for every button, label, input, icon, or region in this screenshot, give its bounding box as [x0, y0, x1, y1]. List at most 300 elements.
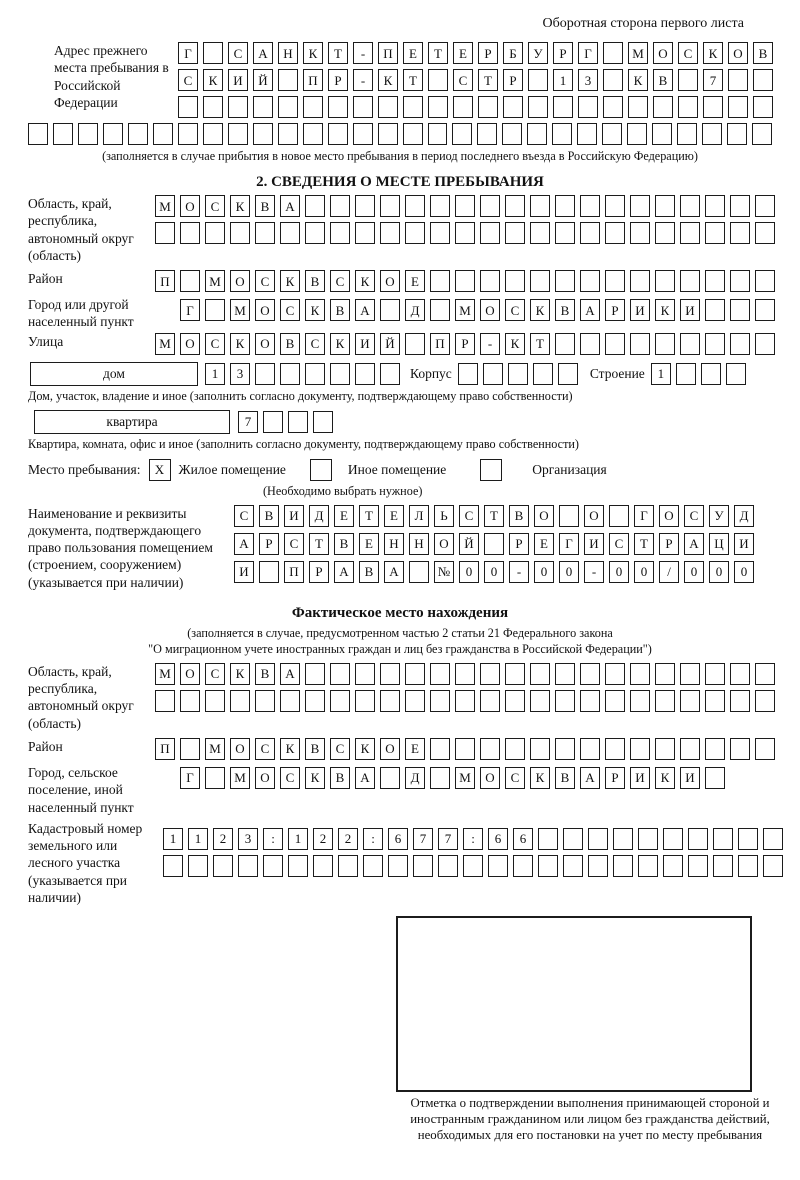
- form-cell: [763, 855, 783, 877]
- form-cell: [680, 738, 700, 760]
- form-cell: В: [555, 767, 575, 789]
- form-cell: [730, 738, 750, 760]
- form-cell: И: [680, 767, 700, 789]
- form-cell: [680, 663, 700, 685]
- apartment-note: Квартира, комната, офис и иное (заполнить согласно документу, подтверждающему право собственности): [28, 436, 579, 451]
- document-row-3: [234, 561, 754, 583]
- form-cell: [455, 222, 475, 244]
- form-cell: 7: [438, 828, 458, 850]
- form-cell: [528, 69, 548, 91]
- form-cell: [163, 855, 183, 877]
- form-cell: [180, 222, 200, 244]
- form-cell: [727, 123, 747, 145]
- form-cell: [603, 96, 623, 118]
- actual-district-row: [155, 738, 775, 760]
- form-cell: [753, 69, 773, 91]
- form-cell: [328, 96, 348, 118]
- form-cell: [180, 690, 200, 712]
- form-cell: [403, 96, 423, 118]
- form-cell: [628, 96, 648, 118]
- form-cell: -: [509, 561, 529, 583]
- checkbox-org: [480, 459, 502, 481]
- form-cell: [705, 270, 725, 292]
- form-cell: [555, 690, 575, 712]
- actual-region-row-2: [155, 690, 775, 712]
- form-cell: [705, 663, 725, 685]
- form-cell: Д: [405, 299, 425, 321]
- form-cell: О: [659, 505, 679, 527]
- form-cell: [663, 828, 683, 850]
- form-cell: [438, 855, 458, 877]
- form-cell: Т: [403, 69, 423, 91]
- form-cell: [205, 299, 225, 321]
- form-cell: Г: [180, 767, 200, 789]
- form-cell: Р: [309, 561, 329, 583]
- form-cell: [563, 828, 583, 850]
- form-cell: [255, 222, 275, 244]
- checkbox-zhiloe: X: [149, 459, 171, 481]
- form-cell: К: [305, 767, 325, 789]
- form-cell: С: [305, 333, 325, 355]
- form-cell: [580, 333, 600, 355]
- form-cell: [380, 690, 400, 712]
- actual-city-row: [180, 767, 725, 789]
- actual-district-label: Район: [28, 738, 63, 754]
- actual-location-title: Фактическое место нахождения: [291, 604, 509, 621]
- form-cell: В: [509, 505, 529, 527]
- form-cell: [728, 69, 748, 91]
- actual-city-label: Город, сельское поселение, иной населенный пункт: [28, 764, 134, 815]
- form-cell: Т: [530, 333, 550, 355]
- form-cell: [703, 96, 723, 118]
- form-cell: [403, 123, 423, 145]
- form-cell: В: [359, 561, 379, 583]
- form-cell: О: [380, 738, 400, 760]
- form-cell: [630, 222, 650, 244]
- form-cell: К: [230, 663, 250, 685]
- form-cell: М: [455, 767, 475, 789]
- actual-district-field: [28, 738, 772, 760]
- form-cell: Г: [634, 505, 654, 527]
- form-cell: [238, 855, 258, 877]
- form-cell: [380, 222, 400, 244]
- form-cell: [627, 123, 647, 145]
- form-cell: [53, 123, 73, 145]
- form-cell: [480, 663, 500, 685]
- form-cell: [680, 222, 700, 244]
- form-cell: [280, 222, 300, 244]
- form-cell: [578, 96, 598, 118]
- form-cell: Д: [405, 767, 425, 789]
- form-cell: [330, 663, 350, 685]
- form-cell: В: [555, 299, 575, 321]
- form-cell: [263, 855, 283, 877]
- form-cell: 0: [559, 561, 579, 583]
- form-cell: М: [205, 738, 225, 760]
- form-cell: [613, 855, 633, 877]
- form-cell: [380, 195, 400, 217]
- form-cell: О: [480, 299, 500, 321]
- form-cell: Г: [178, 42, 198, 64]
- form-cell: Д: [734, 505, 754, 527]
- form-cell: П: [155, 738, 175, 760]
- form-cell: 1: [651, 363, 671, 385]
- document-field: [28, 505, 772, 591]
- form-cell: [502, 123, 522, 145]
- district-field: [28, 270, 772, 292]
- form-cell: О: [380, 270, 400, 292]
- form-cell: [155, 690, 175, 712]
- form-cell: О: [230, 270, 250, 292]
- form-cell: К: [303, 42, 323, 64]
- form-cell: 6: [488, 828, 508, 850]
- form-cell: Т: [478, 69, 498, 91]
- form-cell: И: [630, 299, 650, 321]
- form-cell: К: [305, 299, 325, 321]
- form-cell: В: [753, 42, 773, 64]
- form-cell: [730, 299, 750, 321]
- form-cell: [452, 123, 472, 145]
- city-label: Город или другой населенный пункт: [28, 297, 134, 330]
- form-cell: [128, 123, 148, 145]
- form-cell: [313, 855, 333, 877]
- form-cell: 0: [534, 561, 554, 583]
- form-cell: [755, 663, 775, 685]
- region-row-1: [155, 195, 775, 217]
- form-cell: И: [228, 69, 248, 91]
- form-cell: О: [534, 505, 554, 527]
- form-cell: -: [584, 561, 604, 583]
- form-cell: С: [205, 333, 225, 355]
- form-cell: 1: [188, 828, 208, 850]
- form-cell: Е: [534, 533, 554, 555]
- form-cell: [353, 123, 373, 145]
- form-cell: [428, 123, 448, 145]
- form-cell: П: [430, 333, 450, 355]
- form-cell: И: [584, 533, 604, 555]
- form-cell: [680, 333, 700, 355]
- form-cell: [428, 96, 448, 118]
- form-cell: О: [480, 767, 500, 789]
- form-cell: [630, 333, 650, 355]
- form-cell: [405, 222, 425, 244]
- form-cell: [603, 42, 623, 64]
- form-cell: [480, 195, 500, 217]
- form-cell: Л: [409, 505, 429, 527]
- form-cell: [484, 533, 504, 555]
- form-cell: Е: [334, 505, 354, 527]
- form-cell: [677, 123, 697, 145]
- form-cell: [705, 333, 725, 355]
- form-cell: [355, 363, 375, 385]
- document-label: Наименование и реквизиты документа, подтверждающего право пользования помещением (строением, сооружением) (указывается при наличии): [28, 505, 213, 590]
- form-cell: Т: [634, 533, 654, 555]
- form-cell: Й: [459, 533, 479, 555]
- form-cell: [630, 738, 650, 760]
- form-cell: О: [728, 42, 748, 64]
- form-cell: 0: [634, 561, 654, 583]
- region-row-2: [155, 222, 775, 244]
- form-cell: [552, 123, 572, 145]
- form-cell: И: [630, 767, 650, 789]
- form-cell: [480, 222, 500, 244]
- form-cell: [527, 123, 547, 145]
- stamp-area: [380, 916, 800, 1144]
- form-cell: [355, 222, 375, 244]
- form-cell: [103, 123, 123, 145]
- form-cell: О: [180, 195, 200, 217]
- form-cell: №: [434, 561, 454, 583]
- form-cell: К: [280, 738, 300, 760]
- form-cell: [305, 195, 325, 217]
- form-cell: [505, 270, 525, 292]
- form-cell: О: [180, 663, 200, 685]
- form-cell: 1: [288, 828, 308, 850]
- form-cell: К: [655, 299, 675, 321]
- form-cell: А: [334, 561, 354, 583]
- form-cell: [505, 195, 525, 217]
- form-cell: М: [155, 663, 175, 685]
- stamp-box: [396, 916, 752, 1092]
- form-cell: [180, 738, 200, 760]
- form-cell: [763, 828, 783, 850]
- actual-region-row-1: [155, 663, 775, 685]
- form-cell: В: [653, 69, 673, 91]
- form-cell: М: [155, 333, 175, 355]
- form-cell: [405, 663, 425, 685]
- form-cell: [455, 738, 475, 760]
- form-cell: [728, 96, 748, 118]
- cadastral-row-1: [163, 828, 783, 850]
- form-cell: [580, 738, 600, 760]
- form-cell: [378, 96, 398, 118]
- form-cell: [430, 195, 450, 217]
- form-cell: С: [205, 663, 225, 685]
- form-cell: Д: [309, 505, 329, 527]
- form-cell: 0: [709, 561, 729, 583]
- form-cell: Ц: [709, 533, 729, 555]
- form-cell: [638, 855, 658, 877]
- form-cell: А: [234, 533, 254, 555]
- form-cell: [588, 828, 608, 850]
- form-cell: К: [655, 767, 675, 789]
- form-cell: [730, 195, 750, 217]
- prev-address-row-3: [178, 96, 773, 118]
- form-cell: К: [203, 69, 223, 91]
- form-cell: П: [284, 561, 304, 583]
- stay-type-row: [28, 459, 772, 481]
- form-cell: [178, 123, 198, 145]
- form-cell: [253, 123, 273, 145]
- form-cell: [230, 222, 250, 244]
- form-cell: [330, 690, 350, 712]
- korpus-label: Корпус: [410, 365, 452, 381]
- form-cell: О: [255, 299, 275, 321]
- form-cell: А: [684, 533, 704, 555]
- form-cell: [388, 855, 408, 877]
- form-cell: [702, 123, 722, 145]
- prev-address-label: Адрес прежнего места пребывания в Российской Федерации: [54, 43, 169, 110]
- form-cell: [726, 363, 746, 385]
- form-cell: С: [205, 195, 225, 217]
- form-cell: [153, 123, 173, 145]
- form-cell: П: [155, 270, 175, 292]
- form-cell: [605, 333, 625, 355]
- form-cell: [609, 505, 629, 527]
- form-cell: Г: [578, 42, 598, 64]
- form-cell: С: [505, 767, 525, 789]
- form-cell: [455, 195, 475, 217]
- form-cell: [663, 855, 683, 877]
- form-cell: К: [280, 270, 300, 292]
- form-cell: М: [628, 42, 648, 64]
- form-cell: [413, 855, 433, 877]
- form-cell: О: [584, 505, 604, 527]
- form-cell: [255, 690, 275, 712]
- form-cell: [680, 195, 700, 217]
- form-cell: [705, 738, 725, 760]
- form-cell: [303, 123, 323, 145]
- form-cell: [730, 222, 750, 244]
- option-org-label: Организация: [532, 461, 607, 477]
- form-cell: А: [580, 767, 600, 789]
- form-cell: О: [255, 767, 275, 789]
- form-cell: [288, 411, 308, 433]
- form-cell: К: [230, 195, 250, 217]
- form-cell: Р: [259, 533, 279, 555]
- form-cell: [480, 690, 500, 712]
- form-cell: Р: [659, 533, 679, 555]
- form-cell: [228, 123, 248, 145]
- form-cell: [630, 270, 650, 292]
- form-cell: С: [453, 69, 473, 91]
- house-box-label: дом: [30, 362, 198, 386]
- form-cell: [713, 855, 733, 877]
- form-cell: [328, 123, 348, 145]
- section2-title: 2. СВЕДЕНИЯ О МЕСТЕ ПРЕБЫВАНИЯ: [256, 174, 544, 190]
- form-cell: [753, 96, 773, 118]
- form-cell: [278, 123, 298, 145]
- form-cell: К: [230, 333, 250, 355]
- form-cell: [655, 738, 675, 760]
- form-cell: Т: [328, 42, 348, 64]
- form-cell: [705, 222, 725, 244]
- form-cell: [28, 123, 48, 145]
- form-cell: [655, 270, 675, 292]
- form-cell: [513, 855, 533, 877]
- form-cell: М: [230, 299, 250, 321]
- header-note: Оборотная сторона первого листа: [542, 16, 744, 31]
- form-cell: [78, 123, 98, 145]
- form-cell: [588, 855, 608, 877]
- checkbox-inoe: [310, 459, 332, 481]
- form-cell: [280, 363, 300, 385]
- city-row: [180, 299, 775, 321]
- form-cell: К: [355, 270, 375, 292]
- prev-address-note: (заполняется в случае прибытия в новое место пребывания в период последнего въезда в Российскую Федерацию): [102, 149, 698, 163]
- form-cell: 0: [484, 561, 504, 583]
- form-cell: [380, 663, 400, 685]
- form-cell: О: [255, 333, 275, 355]
- form-cell: -: [480, 333, 500, 355]
- form-cell: С: [609, 533, 629, 555]
- street-row: [155, 333, 775, 355]
- form-cell: Р: [455, 333, 475, 355]
- form-cell: [409, 561, 429, 583]
- form-cell: [280, 690, 300, 712]
- form-cell: Е: [384, 505, 404, 527]
- form-cell: [203, 123, 223, 145]
- form-cell: К: [378, 69, 398, 91]
- form-cell: [638, 828, 658, 850]
- form-cell: [188, 855, 208, 877]
- form-cell: Г: [180, 299, 200, 321]
- form-cell: [701, 363, 721, 385]
- form-cell: [730, 690, 750, 712]
- form-cell: [155, 222, 175, 244]
- form-cell: [430, 738, 450, 760]
- form-cell: Р: [605, 767, 625, 789]
- form-cell: [653, 96, 673, 118]
- form-cell: Н: [384, 533, 404, 555]
- form-cell: О: [434, 533, 454, 555]
- form-cell: [605, 663, 625, 685]
- form-cell: П: [303, 69, 323, 91]
- form-cell: У: [709, 505, 729, 527]
- form-cell: [555, 333, 575, 355]
- form-cell: С: [284, 533, 304, 555]
- form-cell: [508, 363, 528, 385]
- form-cell: 3: [578, 69, 598, 91]
- form-cell: Т: [359, 505, 379, 527]
- form-cell: В: [259, 505, 279, 527]
- form-cell: [338, 855, 358, 877]
- form-cell: 1: [553, 69, 573, 91]
- form-cell: [605, 690, 625, 712]
- actual-location-note-1: (заполняется в случае, предусмотренном частью 2 статьи 21 Федерального закона: [187, 625, 613, 640]
- district-label: Район: [28, 271, 63, 287]
- cadastral-field: [28, 820, 772, 906]
- form-cell: Р: [503, 69, 523, 91]
- form-cell: Р: [553, 42, 573, 64]
- form-cell: [378, 123, 398, 145]
- form-cell: -: [353, 42, 373, 64]
- form-cell: [630, 195, 650, 217]
- form-cell: [676, 363, 696, 385]
- actual-city-field: [28, 764, 772, 816]
- house-cells: [205, 363, 400, 385]
- form-cell: [755, 738, 775, 760]
- form-cell: [505, 663, 525, 685]
- stay-type-note: (Необходимо выбрать нужное): [263, 483, 423, 498]
- form-cell: И: [284, 505, 304, 527]
- form-cell: С: [280, 299, 300, 321]
- form-cell: [263, 411, 283, 433]
- form-cell: [655, 333, 675, 355]
- form-cell: [259, 561, 279, 583]
- form-cell: К: [355, 738, 375, 760]
- form-cell: [430, 767, 450, 789]
- prev-address-row-2: [178, 69, 773, 91]
- form-cell: О: [653, 42, 673, 64]
- form-cell: С: [678, 42, 698, 64]
- form-cell: 1: [163, 828, 183, 850]
- form-cell: М: [230, 767, 250, 789]
- form-cell: [303, 96, 323, 118]
- form-cell: [655, 690, 675, 712]
- form-cell: [380, 363, 400, 385]
- form-cell: [553, 96, 573, 118]
